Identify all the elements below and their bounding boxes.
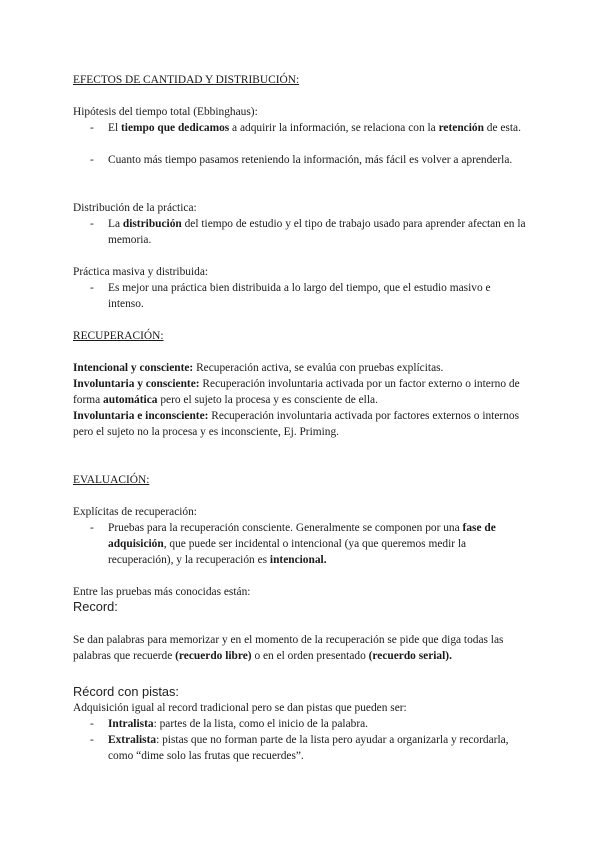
paragraph-pruebas: Entre las pruebas más conocidas están: (73, 586, 251, 598)
bullet-dash: - (90, 154, 94, 166)
list-item-text: Intralista: partes de la lista, como el inicio de la palabra. (108, 718, 369, 730)
section-heading-efectos: EFECTOS DE CANTIDAD Y DISTRIBUCIÓN: (73, 74, 300, 86)
bullet-dash: - (90, 734, 94, 746)
section-heading-evaluacion: EVALUACIÓN: (73, 474, 150, 486)
list-item-text: Cuanto más tiempo pasamos reteniendo la información, más fácil es volver a aprenderla. (108, 154, 513, 166)
paragraph-record: Se dan palabras para memorizar y en el momento de la recuperación se pide que diga todas las palabras que recuerde (recuerdo libre) o en el orden presentado (recuerdo serial). (73, 634, 504, 662)
subheading-record-pistas: Récord con pistas: (73, 684, 179, 699)
paragraph-involuntaria-inconsciente: Involuntaria e inconsciente: Recuperación involuntaria activada por factores externos o internos pero el sujeto no la procesa y es inconsciente, Ej. Priming. (73, 410, 520, 438)
bullet-dash: - (90, 122, 94, 134)
bullet-dash: - (90, 282, 94, 294)
list-item-text: La distribución del tiempo de estudio y el tipo de trabajo usado para aprender afectan en la memoria. (108, 218, 526, 246)
bullet-dash: - (90, 718, 94, 730)
paragraph-distribucion: Distribución de la práctica: (73, 202, 197, 214)
paragraph-involuntaria-consciente: Involuntaria y consciente: Recuperación involuntaria activada por un factor externo o interno de forma automática pero el sujeto la procesa y es consciente de ella. (73, 378, 520, 406)
list-item-text: Es mejor una práctica bien distribuida a lo largo del tiempo, que el estudio masivo e intenso. (108, 282, 491, 310)
list-item-text: Extralista: pistas que no forman parte de la lista pero ayudar a organizarla y recordarla, como “dime solo las frutas que recuerdes”. (108, 734, 509, 762)
list-item-text: Pruebas para la recuperación consciente. Generalmente se componen por una fase de adquisición, que puede ser incidental o intencional (ya que queremos medir la recuperación), y la recuperación es intencional. (108, 522, 496, 566)
paragraph-intencional: Intencional y consciente: Recuperación activa, se evalúa con pruebas explícitas. (73, 362, 444, 374)
paragraph-explicitas: Explícitas de recuperación: (73, 506, 197, 518)
paragraph-hipotesis: Hipótesis del tiempo total (Ebbinghaus): (73, 106, 258, 118)
section-heading-recuperacion: RECUPERACIÓN: (73, 330, 164, 342)
list-item-text: El tiempo que dedicamos a adquirir la información, se relaciona con la retención de esta. (108, 122, 521, 134)
paragraph-pistas: Adquisición igual al record tradicional pero se dan pistas que pueden ser: (73, 702, 407, 714)
paragraph-practica: Práctica masiva y distribuida: (73, 266, 209, 278)
bullet-dash: - (90, 522, 94, 534)
subheading-record: Record: (73, 599, 118, 614)
bullet-dash: - (90, 218, 94, 230)
